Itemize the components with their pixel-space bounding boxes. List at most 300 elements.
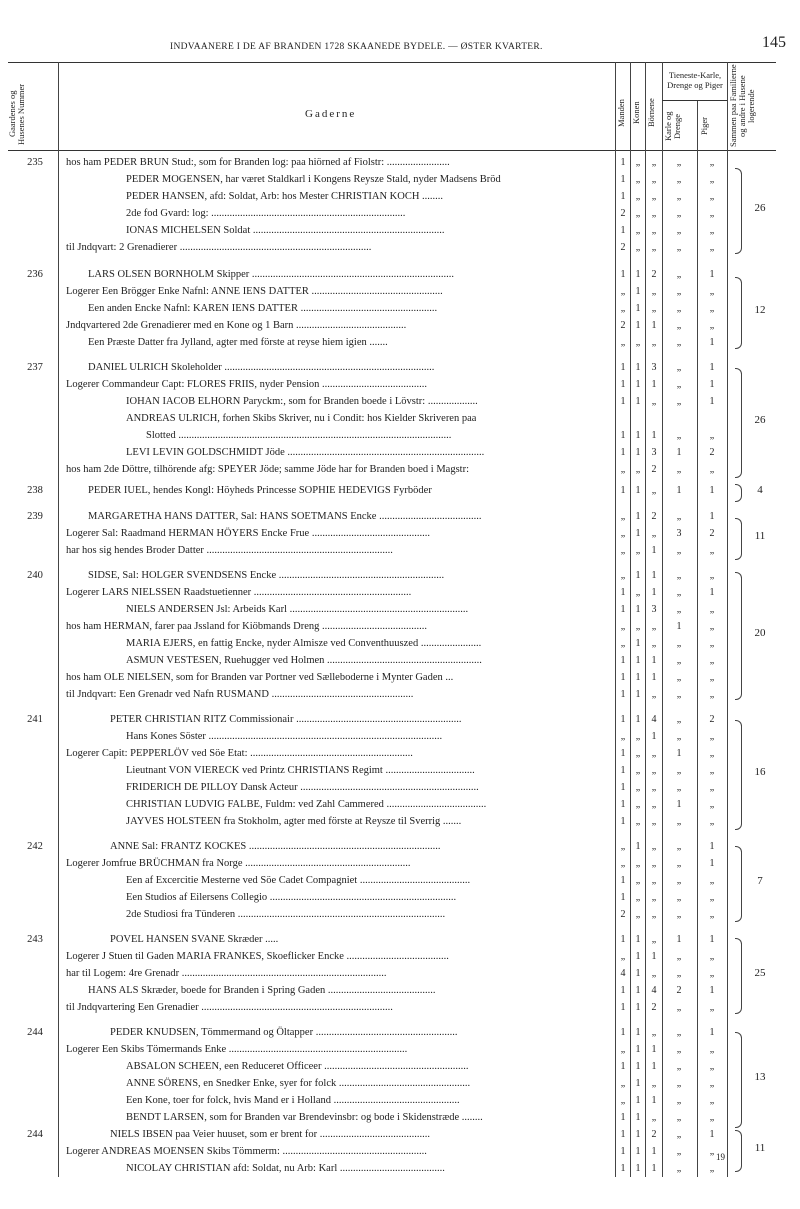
count-cell: „ xyxy=(709,816,715,827)
count-cell: 2 xyxy=(651,464,657,475)
count-cell: „ xyxy=(635,621,641,632)
table-row xyxy=(0,482,800,499)
count-cell: „ xyxy=(676,714,682,725)
count-cell: 1 xyxy=(635,1002,641,1013)
count-cell: „ xyxy=(620,731,626,742)
col-number-header: Gaardenes og Husenes Nummer xyxy=(7,83,26,145)
count-cell: „ xyxy=(676,379,682,390)
count-cell: 1 xyxy=(620,379,626,390)
resident-entry: Logerer Een Skibs Tömermands Enke .................................................................... xyxy=(66,1044,408,1055)
count-cell: 1 xyxy=(651,1146,657,1157)
count-cell: „ xyxy=(635,225,641,236)
household-total: 26 xyxy=(754,202,766,214)
count-cell: „ xyxy=(651,528,657,539)
count-cell: „ xyxy=(635,157,641,168)
household-total: 13 xyxy=(754,1071,766,1083)
count-cell: 1 xyxy=(620,269,626,280)
count-cell: „ xyxy=(676,191,682,202)
table-row xyxy=(0,205,800,222)
table-row xyxy=(0,300,800,317)
table-row xyxy=(0,393,800,410)
count-cell: 1 xyxy=(651,587,657,598)
count-cell: „ xyxy=(651,892,657,903)
count-cell: 1 xyxy=(676,447,682,458)
count-cell: „ xyxy=(709,303,715,314)
household-brace xyxy=(735,720,742,830)
count-cell: 1 xyxy=(651,320,657,331)
count-cell: „ xyxy=(620,511,626,522)
resident-entry: IONAS MICHELSEN Soldat ......................................................................... xyxy=(126,225,445,236)
house-number: 239 xyxy=(27,511,43,522)
count-cell: 1 xyxy=(620,782,626,793)
table-row xyxy=(0,796,800,813)
count-cell: „ xyxy=(651,816,657,827)
count-cell: „ xyxy=(676,396,682,407)
count-cell: „ xyxy=(620,858,626,869)
table-row xyxy=(0,1160,800,1177)
count-cell: 1 xyxy=(635,638,641,649)
resident-entry: Een Studios af Eilersens Collegio ....................................................................... xyxy=(126,892,457,903)
count-cell: 1 xyxy=(709,379,715,390)
count-cell: „ xyxy=(676,816,682,827)
table-row xyxy=(0,410,800,427)
count-cell: 1 xyxy=(635,379,641,390)
resident-entry: PETER CHRISTIAN RITZ Commissionair ............................................................... xyxy=(110,714,462,725)
count-cell: 2 xyxy=(651,511,657,522)
count-cell: „ xyxy=(651,638,657,649)
resident-entry: ANDREAS ULRICH, forhen Skibs Skriver, nu i Condit: hos Kielder Skriveren paa xyxy=(126,413,477,424)
count-cell: 1 xyxy=(620,362,626,373)
resident-entry: Slotted ........................................................................................................ xyxy=(146,430,452,441)
table-header-rule xyxy=(8,150,776,151)
resident-entry: Logerer Sal: Raadmand HERMAN HÖYERS Encke Frue ............................................. xyxy=(66,528,430,539)
count-cell: 1 xyxy=(635,286,641,297)
count-cell: „ xyxy=(635,875,641,886)
table-row xyxy=(0,1041,800,1058)
table-row xyxy=(0,188,800,205)
count-cell: „ xyxy=(676,1129,682,1140)
count-cell: „ xyxy=(709,655,715,666)
table-row xyxy=(0,618,800,635)
count-cell: 1 xyxy=(651,545,657,556)
count-cell: „ xyxy=(676,689,682,700)
resident-entry: til Jndqvart: 2 Grenadierer ......................................................................... xyxy=(66,242,372,253)
count-cell: 3 xyxy=(651,362,657,373)
count-cell: 3 xyxy=(676,528,682,539)
count-cell: 2 xyxy=(620,208,626,219)
household-brace xyxy=(735,277,742,349)
count-cell: „ xyxy=(709,892,715,903)
count-cell: „ xyxy=(635,748,641,759)
count-cell: 1 xyxy=(635,604,641,615)
count-cell: „ xyxy=(709,638,715,649)
table-row xyxy=(0,317,800,334)
resident-entry: SIDSE, Sal: HOLGER SVENDSENS Encke ............................................................... xyxy=(88,570,445,581)
count-cell: „ xyxy=(676,951,682,962)
resident-entry: IOHAN IACOB ELHORN Paryckm:, som for Branden boede i Lövstr: ................... xyxy=(126,396,478,407)
household-total: 26 xyxy=(754,414,766,426)
count-cell: 1 xyxy=(651,1163,657,1174)
count-cell: 3 xyxy=(651,447,657,458)
count-cell: „ xyxy=(709,672,715,683)
count-cell: 2 xyxy=(620,242,626,253)
resident-entry: LEVI LEVIN GOLDSCHMIDT Jöde ........................................................................... xyxy=(126,447,485,458)
table-row xyxy=(0,999,800,1016)
table-row xyxy=(0,889,800,906)
count-cell: „ xyxy=(651,875,657,886)
resident-entry: FRIDERICH DE PILLOY Dansk Acteur .................................................................... xyxy=(126,782,479,793)
count-cell: „ xyxy=(709,1044,715,1055)
count-cell: 1 xyxy=(651,655,657,666)
resident-entry: Logerer J Stuen til Gaden MARIA FRANKES, Skoeflicker Encke ....................................... xyxy=(66,951,449,962)
resident-entry: ANNE Sal: FRANTZ KOCKES ......................................................................... xyxy=(110,841,441,852)
resident-entry: hos ham HERMAN, farer paa Jssland for Kiöbmands Dreng ........................................ xyxy=(66,621,428,632)
count-cell: „ xyxy=(676,782,682,793)
count-cell: 1 xyxy=(709,934,715,945)
count-cell: „ xyxy=(676,430,682,441)
count-cell: 1 xyxy=(620,225,626,236)
resident-entry: Een anden Encke Nafnl: KAREN IENS DATTER .................................................... xyxy=(88,303,438,314)
resident-entry: PEDER MOGENSEN, har været Staldkarl i Kongens Reysze Stald, nyder Madsens Bröd xyxy=(126,174,501,185)
table-row xyxy=(0,334,800,351)
count-cell: 1 xyxy=(709,269,715,280)
resident-entry: Hans Kones Söster ......................................................................................... xyxy=(126,731,443,742)
count-cell: „ xyxy=(651,934,657,945)
count-cell: 1 xyxy=(620,1163,626,1174)
count-cell: 1 xyxy=(651,951,657,962)
count-cell: 1 xyxy=(635,430,641,441)
count-cell: „ xyxy=(651,337,657,348)
count-cell: „ xyxy=(676,858,682,869)
count-cell: „ xyxy=(620,841,626,852)
table-row xyxy=(0,855,800,872)
count-cell: „ xyxy=(620,570,626,581)
count-cell: 1 xyxy=(635,447,641,458)
count-cell: 1 xyxy=(635,396,641,407)
count-cell: 1 xyxy=(635,841,641,852)
count-cell: 1 xyxy=(676,934,682,945)
table-row xyxy=(0,762,800,779)
count-cell: 1 xyxy=(620,1002,626,1013)
count-cell: „ xyxy=(676,1112,682,1123)
count-cell: 1 xyxy=(635,528,641,539)
count-cell: „ xyxy=(676,242,682,253)
count-cell: 2 xyxy=(651,269,657,280)
table-row xyxy=(0,813,800,830)
count-cell: 3 xyxy=(651,604,657,615)
count-cell: „ xyxy=(620,1095,626,1106)
resident-entry: hos ham 2de Döttre, tilhörende afg: SPEYER Jöde; samme Jöde har for Branden boed i Magstr: xyxy=(66,464,469,475)
table-row xyxy=(0,461,800,478)
count-cell: 1 xyxy=(620,157,626,168)
resident-entry: DANIEL ULRICH Skoleholder ................................................................................ xyxy=(88,362,435,373)
count-cell: 1 xyxy=(651,1095,657,1106)
count-cell: „ xyxy=(709,748,715,759)
household-brace xyxy=(735,1032,742,1128)
count-cell: 1 xyxy=(709,985,715,996)
resident-entry: 2de Studiosi fra Tünderen ............................................................................... xyxy=(126,909,446,920)
count-cell: 1 xyxy=(620,799,626,810)
count-cell: 1 xyxy=(620,174,626,185)
count-cell: „ xyxy=(676,337,682,348)
resident-entry: Logerer ANDREAS MOENSEN Skibs Tömmerm: ....................................................... xyxy=(66,1146,427,1157)
count-cell: „ xyxy=(635,191,641,202)
count-cell: „ xyxy=(709,1061,715,1072)
col-sum-header: Sammen paa Familierne og andre i Husene logerende xyxy=(728,64,756,148)
count-cell: „ xyxy=(635,242,641,253)
table-row xyxy=(0,906,800,923)
resident-entry: Logerer Een Brögger Enke Nafnl: ANNE IENS DATTER .................................................. xyxy=(66,286,443,297)
count-cell: „ xyxy=(676,320,682,331)
count-cell: „ xyxy=(676,1027,682,1038)
count-cell: 1 xyxy=(709,1129,715,1140)
house-number: 235 xyxy=(27,157,43,168)
count-cell: „ xyxy=(651,765,657,776)
household-total: 7 xyxy=(757,875,763,887)
table-row xyxy=(0,359,800,376)
resident-entry: NIELS ANDERSEN Jsl: Arbeids Karl .................................................................... xyxy=(126,604,469,615)
resident-entry: NICOLAY CHRISTIAN afd: Soldat, nu Arb: Karl ........................................ xyxy=(126,1163,445,1174)
count-cell: „ xyxy=(709,604,715,615)
count-cell: „ xyxy=(620,303,626,314)
resident-entry: HANS ALS Skræder, boede for Branden i Spring Gaden ......................................... xyxy=(88,985,436,996)
household-brace xyxy=(735,484,742,502)
table-row xyxy=(0,872,800,889)
count-cell: 1 xyxy=(635,1078,641,1089)
col-born-header: Börnene xyxy=(646,98,656,128)
count-cell: 1 xyxy=(635,951,641,962)
household-brace xyxy=(735,168,742,254)
count-cell: 2 xyxy=(651,1002,657,1013)
table-row xyxy=(0,584,800,601)
count-cell: „ xyxy=(676,511,682,522)
table-row xyxy=(0,444,800,461)
resident-entry: har til Logem: 4re Grenadr .............................................................................. xyxy=(66,968,387,979)
count-cell: 1 xyxy=(676,621,682,632)
resident-entry: ASMUN VESTESEN, Ruehugger ved Holmen ........................................................... xyxy=(126,655,482,666)
count-cell: 1 xyxy=(635,511,641,522)
count-cell: 1 xyxy=(620,396,626,407)
count-cell: „ xyxy=(635,799,641,810)
count-cell: 1 xyxy=(620,485,626,496)
table-row xyxy=(0,982,800,999)
count-cell: 1 xyxy=(620,1112,626,1123)
count-cell: „ xyxy=(676,731,682,742)
count-cell: „ xyxy=(651,748,657,759)
table-row xyxy=(0,1109,800,1126)
count-cell: 1 xyxy=(651,570,657,581)
count-cell: „ xyxy=(709,799,715,810)
count-cell: „ xyxy=(620,545,626,556)
table-top-rule xyxy=(8,62,776,63)
count-cell: 1 xyxy=(651,1044,657,1055)
table-row xyxy=(0,376,800,393)
count-cell: „ xyxy=(635,587,641,598)
count-cell: „ xyxy=(651,208,657,219)
count-cell: „ xyxy=(620,528,626,539)
count-cell: 1 xyxy=(635,968,641,979)
resident-entry: ANNE SÖRENS, en Snedker Enke, syer for folck .................................................. xyxy=(126,1078,471,1089)
count-cell: „ xyxy=(709,570,715,581)
count-cell: 1 xyxy=(635,689,641,700)
count-cell: 1 xyxy=(620,816,626,827)
count-cell: „ xyxy=(635,909,641,920)
count-cell: 1 xyxy=(620,1061,626,1072)
household-brace xyxy=(735,368,742,478)
count-cell: „ xyxy=(676,841,682,852)
count-cell: „ xyxy=(651,621,657,632)
count-cell: 1 xyxy=(620,191,626,202)
col-tjeneste-header: Tieneste-Karle, Drenge og Piger xyxy=(667,70,723,90)
count-cell: 1 xyxy=(635,485,641,496)
count-cell: 4 xyxy=(651,714,657,725)
resident-entry: Logerer LARS NIELSSEN Raadstuetienner ............................................................ xyxy=(66,587,412,598)
count-cell: „ xyxy=(709,430,715,441)
resident-entry: NIELS IBSEN paa Veier huuset, som er brent for .......................................... xyxy=(110,1129,431,1140)
house-number: 241 xyxy=(27,714,43,725)
count-cell: 1 xyxy=(676,748,682,759)
count-cell: „ xyxy=(651,841,657,852)
count-cell: „ xyxy=(651,968,657,979)
resident-entry: Een Kone, toer for folck, hvis Mand er i Holland ................................................ xyxy=(126,1095,460,1106)
count-cell: „ xyxy=(676,1044,682,1055)
count-cell: „ xyxy=(709,765,715,776)
count-cell: „ xyxy=(709,951,715,962)
count-cell: 4 xyxy=(620,968,626,979)
count-cell: 1 xyxy=(620,587,626,598)
count-cell: 1 xyxy=(620,765,626,776)
count-cell: 2 xyxy=(651,1129,657,1140)
count-cell: „ xyxy=(709,1112,715,1123)
count-cell: 2 xyxy=(709,714,715,725)
count-cell: „ xyxy=(676,1061,682,1072)
count-cell: „ xyxy=(709,286,715,297)
count-cell: 1 xyxy=(635,1163,641,1174)
count-cell: „ xyxy=(635,892,641,903)
count-cell: „ xyxy=(651,1078,657,1089)
count-cell: „ xyxy=(709,1163,715,1174)
house-number: 243 xyxy=(27,934,43,945)
count-cell: 2 xyxy=(620,320,626,331)
table-row xyxy=(0,711,800,728)
count-cell: 1 xyxy=(620,1027,626,1038)
count-cell: „ xyxy=(676,892,682,903)
count-cell: 1 xyxy=(709,587,715,598)
household-brace xyxy=(735,938,742,1014)
count-cell: 1 xyxy=(620,430,626,441)
count-cell: „ xyxy=(676,765,682,776)
col-konen-header: Konen xyxy=(631,101,641,125)
count-cell: „ xyxy=(709,689,715,700)
resident-entry: Een Præste Datter fra Jylland, agter med förste at reyse hiem igien ....... xyxy=(88,337,388,348)
count-cell: „ xyxy=(709,782,715,793)
count-cell: „ xyxy=(635,858,641,869)
count-cell: 1 xyxy=(635,1044,641,1055)
resident-entry: Jndqvartered 2de Grenadierer med en Kone og 1 Barn .......................................... xyxy=(66,320,407,331)
count-cell: „ xyxy=(676,672,682,683)
resident-entry: PEDER KNUDSEN, Tömmermand og Öltapper ...................................................... xyxy=(110,1027,458,1038)
count-cell: 1 xyxy=(620,1146,626,1157)
count-cell: 1 xyxy=(709,858,715,869)
count-cell: 1 xyxy=(651,1061,657,1072)
count-cell: „ xyxy=(620,286,626,297)
count-cell: „ xyxy=(635,208,641,219)
count-cell: 1 xyxy=(709,485,715,496)
count-cell: 1 xyxy=(620,655,626,666)
count-cell: „ xyxy=(651,396,657,407)
household-total: 11 xyxy=(754,1142,766,1154)
table-row xyxy=(0,838,800,855)
resident-entry: hos ham OLE NIELSEN, som for Branden var Portner ved Sælleboderne i Mynter Gaden ... xyxy=(66,672,454,683)
count-cell: 1 xyxy=(620,447,626,458)
count-cell: „ xyxy=(709,208,715,219)
count-cell: „ xyxy=(651,858,657,869)
count-cell: „ xyxy=(709,1002,715,1013)
count-cell: 2 xyxy=(709,528,715,539)
count-cell: „ xyxy=(635,545,641,556)
resident-entry: ABSALON SCHEEN, een Reduceret Officeer ....................................................... xyxy=(126,1061,469,1072)
col-karle-header: Karle og Drenge xyxy=(663,111,682,141)
count-cell: 1 xyxy=(635,269,641,280)
resident-entry: Lieutnant VON VIERECK ved Printz CHRISTIANS Regimt .................................. xyxy=(126,765,475,776)
table-row xyxy=(0,154,800,171)
table-row xyxy=(0,222,800,239)
count-cell: „ xyxy=(651,1027,657,1038)
table-row xyxy=(0,635,800,652)
count-cell: 1 xyxy=(635,362,641,373)
running-title: INDVAANERE I DE AF BRANDEN 1728 SKAANEDE BYDELE. — ØSTER KVARTER. xyxy=(170,42,543,52)
resident-entry: hos ham PEDER BRUN Stud:, som for Branden log: paa hiörned af Fiolstr: ........................ xyxy=(66,157,450,168)
count-cell: „ xyxy=(651,225,657,236)
count-cell: 1 xyxy=(620,892,626,903)
resident-entry: til Jndqvart: Een Grenadr ved Nafn RUSMAND ...................................................... xyxy=(66,689,414,700)
count-cell: „ xyxy=(676,1078,682,1089)
count-cell: 1 xyxy=(709,511,715,522)
col-piger-header: Piger xyxy=(699,117,709,135)
count-cell: „ xyxy=(635,174,641,185)
count-cell: 1 xyxy=(709,841,715,852)
count-cell: „ xyxy=(620,1044,626,1055)
count-cell: „ xyxy=(620,337,626,348)
count-cell: 1 xyxy=(635,1129,641,1140)
resident-entry: PEDER HANSEN, afd: Soldat, Arb: hos Mester CHRISTIAN KOCH ........ xyxy=(126,191,444,202)
household-total: 16 xyxy=(754,766,766,778)
count-cell: „ xyxy=(676,225,682,236)
table-row xyxy=(0,965,800,982)
table-row xyxy=(0,1092,800,1109)
household-brace xyxy=(735,1130,742,1172)
house-number: 240 xyxy=(27,570,43,581)
count-cell: 2 xyxy=(676,985,682,996)
count-cell: „ xyxy=(709,621,715,632)
col-manden-header: Manden xyxy=(616,99,626,127)
table-row xyxy=(0,601,800,618)
count-cell: 1 xyxy=(620,689,626,700)
count-cell: 1 xyxy=(651,731,657,742)
count-cell: „ xyxy=(676,587,682,598)
count-cell: „ xyxy=(651,689,657,700)
resident-entry: til Jndqvartering Een Grenadier ......................................................................... xyxy=(66,1002,393,1013)
count-cell: „ xyxy=(620,951,626,962)
footer-mark: 19 xyxy=(716,1152,725,1162)
count-cell: „ xyxy=(709,545,715,556)
table-row xyxy=(0,1024,800,1041)
count-cell: „ xyxy=(651,191,657,202)
count-cell: 1 xyxy=(709,362,715,373)
count-cell: „ xyxy=(676,464,682,475)
table-row xyxy=(0,239,800,256)
count-cell: „ xyxy=(635,765,641,776)
